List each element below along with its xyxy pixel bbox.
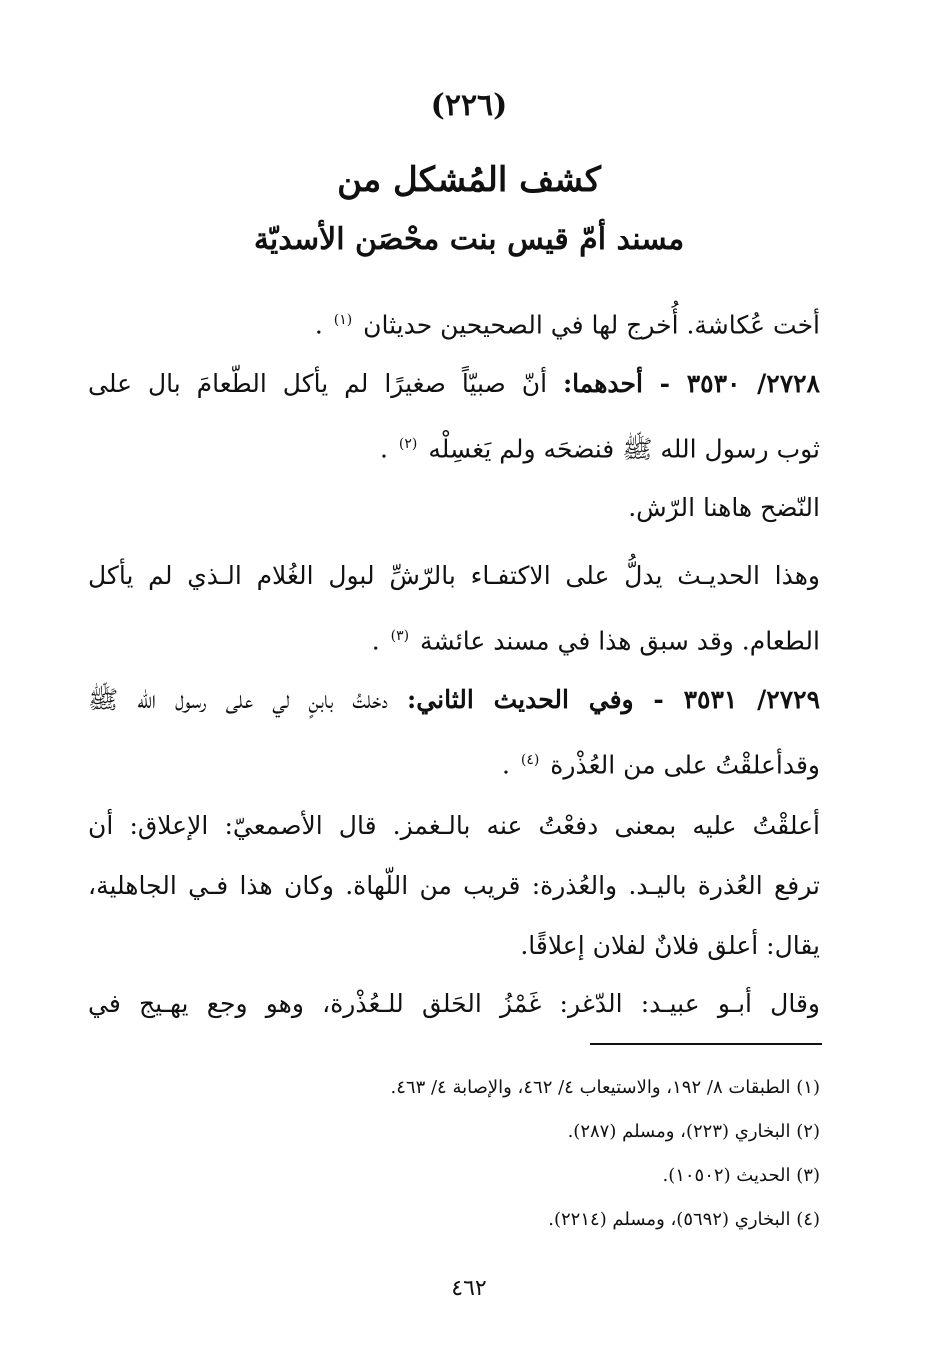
paragraph-text: أعلقْتُ عليه بمعنى دفعْتُ عنه بالـغمز. قال الأصمعيّ: الإعلاق: أن [88, 811, 820, 840]
paragraph-text: النّضح هاهنا الرّش. [628, 493, 820, 522]
footnotes [200, 1066, 820, 1242]
hadith-number: ٢٧٢٩/ ٣٥٣١ - وفي الحديث الثاني: [407, 685, 820, 714]
paragraph-commentary [88, 546, 820, 671]
page-subtitle: مسند أمّ قيس بنت محْصَن الأسديّة [253, 222, 685, 257]
paragraph-end: . [501, 750, 510, 780]
paragraph-text: وقدأعلقْتُ على من العُذْرة [550, 750, 820, 780]
paragraph-text: يقال: أعلق فلانٌ لفلان إعلاقًا. [520, 931, 820, 960]
paragraph-text: دخلتُ بابنٍ لي على رسول الله ﷺ [88, 685, 388, 714]
paragraph-end: . [371, 626, 380, 656]
hadith-number: ٢٧٢٨/ ٣٥٣٠ - أحدهما: [562, 369, 820, 398]
paragraph-end: . [379, 434, 388, 464]
paragraph-hadith-1 [88, 354, 820, 479]
footnote-ref[interactable]: (٢) [398, 436, 418, 452]
footnote-ref[interactable]: (٤) [520, 752, 540, 768]
section-number: (٢٢٦) [430, 88, 508, 123]
paragraph-text: أنّ صبيّاً صغيرًا لم يأكل الطّعامَ بال على [88, 369, 548, 398]
paragraph-text: الطعام. وقد سبق هذا في مسند عائشة [420, 626, 820, 656]
paragraph-text: وهذا الحديـث يدلُّ على الاكتفـاء بالرّشِّ لبول الغُلام الـذي لم يأكل [88, 561, 820, 590]
footnote-item: (١) الطبقات ٨/ ١٩٢، والاستيعاب ٤/ ٤٦٢، والإصابة ٤/ ٤٦٣. [390, 1077, 820, 1098]
paragraph-continuation [88, 974, 820, 1034]
footnote-divider [590, 1043, 822, 1045]
footnote-ref[interactable]: (٣) [390, 628, 410, 644]
paragraph-end: . [314, 310, 323, 340]
footnote-ref[interactable]: (١) [333, 312, 353, 328]
paragraph-text: ترفع العُذرة باليـد. والعُذرة: قريب من اللّهاة. وكان هذا فـي الجاهلية، [88, 871, 820, 900]
paragraph-explanation [88, 796, 820, 976]
paragraph-text: وقال أبـو عبيـد: الدّغر: غَمْزُ الحَلق للـعُذْرة، وهو وجع يهـيج في [88, 989, 820, 1018]
paragraph-text: أخت عُكاشة. أُخرج لها في الصحيحين حديثان [363, 310, 820, 340]
footnote-item: (٣) الحديث (١٠٥٠٢). [662, 1165, 820, 1186]
paragraph-intro [88, 290, 820, 355]
page-number: ٤٦٢ [451, 1276, 487, 1301]
footnote-item: (٤) البخاري (٥٦٩٢)، ومسلم (٢٢١٤). [548, 1209, 820, 1230]
paragraph-definition [88, 478, 820, 538]
page-title: كشف المُشكل من [337, 160, 601, 200]
paragraph-text: ثوب رسول الله ﷺ فنضحَه ولم يَغسِلْه [428, 434, 820, 464]
paragraph-hadith-2 [88, 670, 820, 795]
footnote-item: (٢) البخاري (٢٢٣)، ومسلم (٢٨٧). [567, 1121, 820, 1142]
